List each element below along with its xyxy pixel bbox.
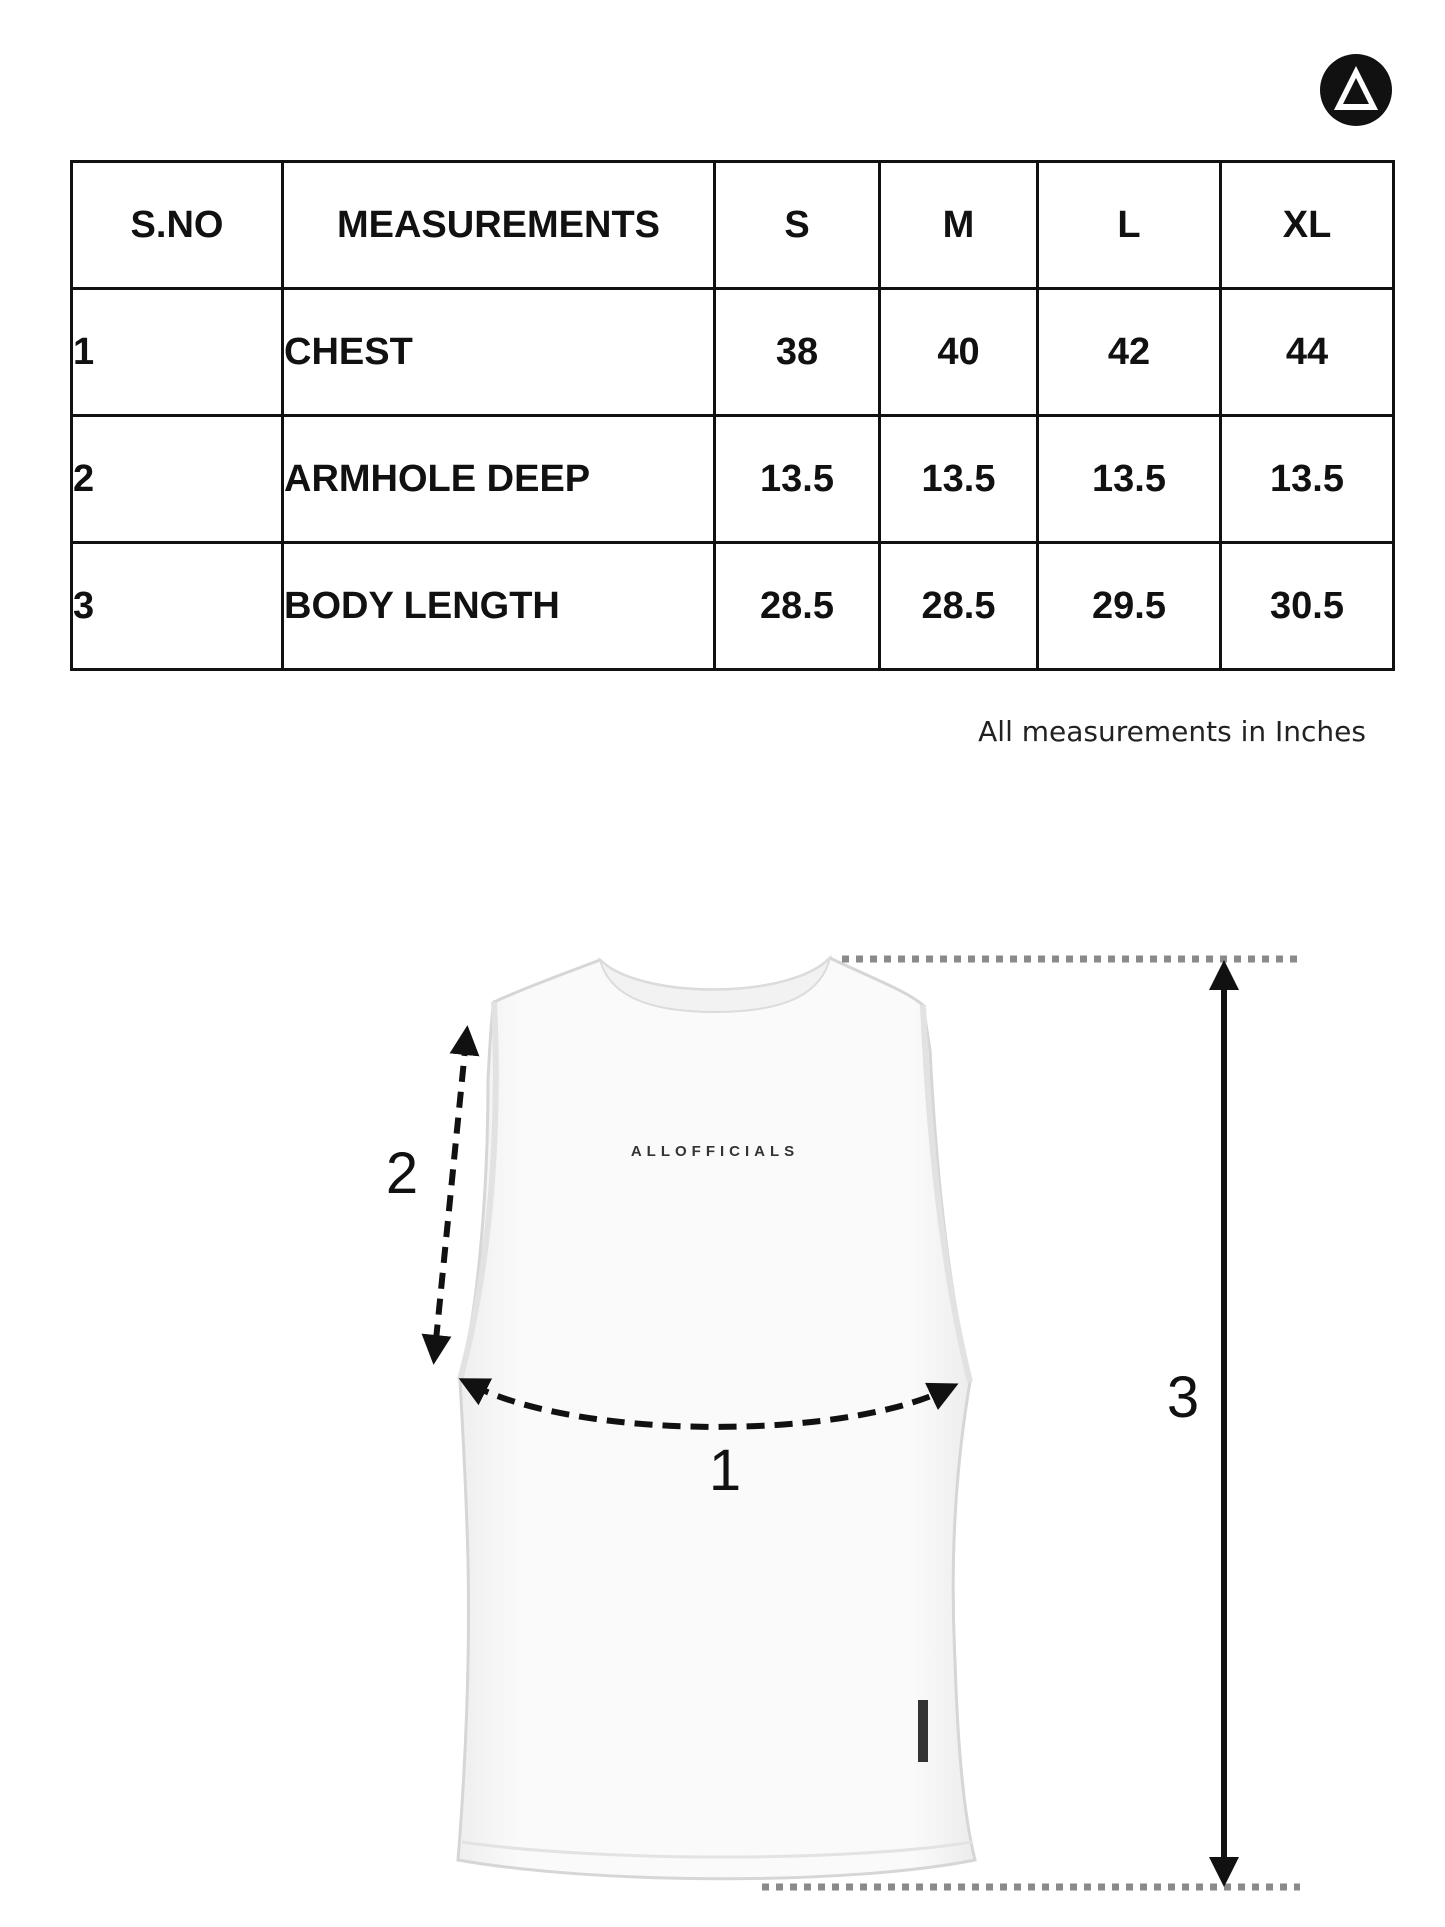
row-value-xl: 44 xyxy=(1221,289,1394,416)
row-sno: 3 xyxy=(72,543,283,670)
row-value-l: 29.5 xyxy=(1038,543,1221,670)
row-value-xl: 13.5 xyxy=(1221,416,1394,543)
armhole-arrow xyxy=(435,1040,466,1350)
tank-top-body xyxy=(458,958,975,1879)
header-sno: S.NO xyxy=(72,162,283,289)
row-value-l: 13.5 xyxy=(1038,416,1221,543)
header-measurements: MEASUREMENTS xyxy=(283,162,715,289)
header-size-xl: XL xyxy=(1221,162,1394,289)
row-value-s: 28.5 xyxy=(715,543,880,670)
armhole-label: 2 xyxy=(385,1141,419,1206)
row-value-m: 28.5 xyxy=(880,543,1038,670)
side-label-tag xyxy=(918,1700,928,1762)
row-value-m: 40 xyxy=(880,289,1038,416)
row-value-m: 13.5 xyxy=(880,416,1038,543)
chest-label: 1 xyxy=(708,1438,742,1503)
header-size-m: M xyxy=(880,162,1038,289)
body-length-label: 3 xyxy=(1166,1365,1200,1430)
shirt-print-text: ALLOFFICIALS xyxy=(630,1143,800,1160)
header-size-l: L xyxy=(1038,162,1221,289)
row-measurement: BODY LENGTH xyxy=(283,543,715,670)
row-sno: 1 xyxy=(72,289,283,416)
row-value-xl: 30.5 xyxy=(1221,543,1394,670)
row-sno: 2 xyxy=(72,416,283,543)
row-value-s: 38 xyxy=(715,289,880,416)
row-measurement: ARMHOLE DEEP xyxy=(283,416,715,543)
units-note: All measurements in Inches xyxy=(978,715,1366,748)
row-measurement: CHEST xyxy=(283,289,715,416)
row-value-s: 13.5 xyxy=(715,416,880,543)
header-size-s: S xyxy=(715,162,880,289)
row-value-l: 42 xyxy=(1038,289,1221,416)
